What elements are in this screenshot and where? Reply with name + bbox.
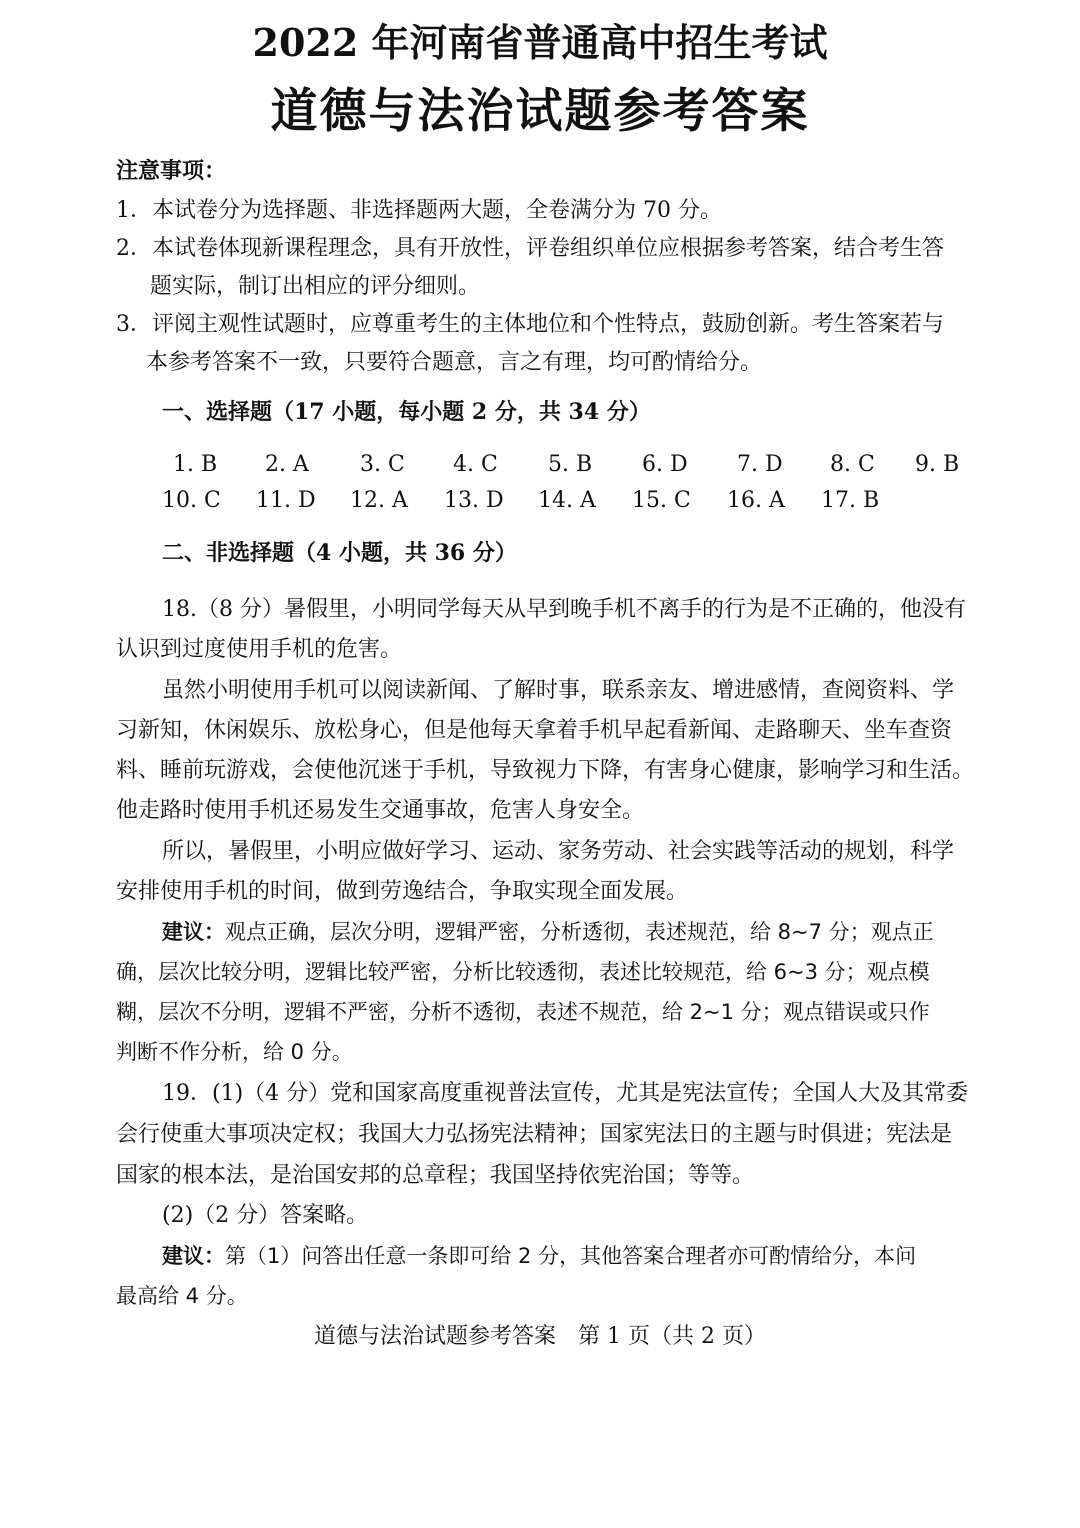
choice-answer: 3. C	[360, 452, 405, 477]
q18-para3-line2: 安排使用手机的时间，做到劳逸结合，争取实现全面发展。	[116, 879, 689, 904]
q19-para1-line2: 会行使重大事项决定权；我国大力弘扬宪法精神；国家宪法日的主题与时俱进；宪法是	[116, 1122, 953, 1147]
q18-para1-line2: 认识到过度使用手机的危害。	[116, 637, 403, 662]
choice-answer: 9. B	[915, 452, 960, 477]
q19-para2: (2)（2 分）答案略。	[162, 1203, 369, 1228]
q19-suggestion-line1	[162, 1246, 916, 1267]
suggestion-label: 建议：	[162, 1244, 225, 1268]
note-item-1: 1．本试卷分为选择题、非选择题两大题，全卷满分为 70 分。	[116, 198, 722, 223]
note-item-3-line-1: 3．评阅主观性试题时，应尊重考生的主体地位和个性特点，鼓励创新。考生答案若与	[116, 312, 944, 337]
section-2-heading: 二、非选择题（4 小题，共 36 分）	[162, 540, 517, 566]
choice-answer: 2. A	[265, 452, 309, 477]
choice-answer: 11. D	[256, 488, 316, 513]
q18-suggestion-line1	[162, 922, 934, 943]
suggestion-text: 第（1）问答出任意一条即可给 2 分，其他答案合理者亦可酌情给分，本问	[225, 1244, 917, 1268]
choice-answer: 15. C	[632, 488, 691, 513]
choice-answer: 13. D	[444, 488, 504, 513]
document-title: 道德与法治试题参考答案	[270, 84, 810, 139]
note-item-2-line-2: 题实际，制订出相应的评分细则。	[150, 274, 481, 299]
page-footer: 道德与法治试题参考答案 第 1 页（共 2 页）	[314, 1324, 766, 1349]
choice-answer: 17. B	[821, 488, 880, 513]
notes-heading: 注意事项：	[116, 158, 227, 184]
q18-para2-line3: 料、睡前玩游戏，会使他沉迷于手机，导致视力下降，有害身心健康，影响学习和生活。	[116, 758, 975, 783]
choice-answer: 4. C	[453, 452, 498, 477]
note-item-2-line-1: 2．本试卷体现新课程理念，具有开放性，评卷组织单位应根据参考答案，结合考生答	[116, 236, 944, 261]
q18-suggestion-line3: 糊，层次不分明，逻辑不严密，分析不透彻，表述不规范，给 2~1 分；观点错误或只作	[116, 1000, 930, 1024]
q18-para2-line2: 习新知，休闲娱乐、放松身心，但是他每天拿着手机早起看新闻、走路聊天、坐车查资	[116, 718, 953, 743]
q19-suggestion-line2: 最高给 4 分。	[116, 1284, 248, 1308]
q19-para1-line1: 19．(1)（4 分）党和国家高度重视普法宣传，尤其是宪法宣传；全国人大及其常委	[162, 1081, 969, 1106]
section-1-heading: 一、选择题（17 小题，每小题 2 分，共 34 分）	[162, 399, 651, 425]
exam-title: 2022 年河南省普通高中招生考试	[252, 20, 828, 65]
choice-answer: 1. B	[173, 452, 218, 477]
q18-para1-line1: 18.（8 分）暑假里，小明同学每天从早到晚手机不离手的行为是不正确的，他没有	[162, 597, 966, 622]
choice-answer: 5. B	[548, 452, 593, 477]
q18-para2-line1: 虽然小明使用手机可以阅读新闻、了解时事，联系亲友、增进感情，查阅资料、学	[162, 678, 955, 703]
q18-para2-line4: 他走路时使用手机还易发生交通事故，危害人身安全。	[116, 798, 645, 823]
q18-para3-line1: 所以，暑假里，小明应做好学习、运动、家务劳动、社会实践等活动的规划，科学	[162, 839, 955, 864]
suggestion-label: 建议：	[162, 920, 225, 944]
choice-answer: 10. C	[162, 488, 221, 513]
q19-para1-line3: 国家的根本法，是治国安邦的总章程；我国坚持依宪治国；等等。	[116, 1163, 755, 1188]
q18-suggestion-line2: 确，层次比较分明，逻辑比较严密，分析比较透彻，表述比较规范，给 6~3 分；观点模	[116, 960, 930, 984]
note-item-3-line-2: 本参考答案不一致，只要符合题意，言之有理，均可酌情给分。	[146, 350, 763, 375]
choice-answer: 8. C	[830, 452, 875, 477]
choice-answer: 6. D	[642, 452, 688, 477]
choice-answer: 7. D	[737, 452, 783, 477]
suggestion-text: 观点正确，层次分明，逻辑严密，分析透彻，表述规范，给 8~7 分；观点正	[225, 920, 934, 944]
choice-answer: 16. A	[727, 488, 785, 513]
choice-answer: 14. A	[538, 488, 596, 513]
choice-answer: 12. A	[350, 488, 408, 513]
q18-suggestion-line4: 判断不作分析，给 0 分。	[116, 1040, 353, 1064]
